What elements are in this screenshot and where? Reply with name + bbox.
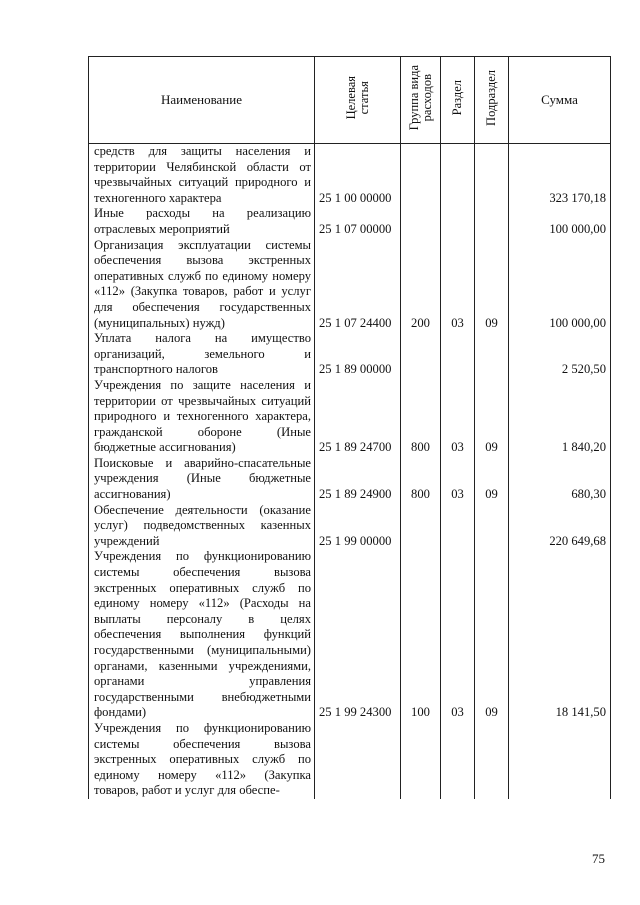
table-row (89, 331, 611, 378)
row-section: 03 (441, 378, 475, 456)
row-subsection: 09 (475, 549, 509, 721)
row-sum: 220 649,68 (509, 503, 611, 550)
table-row (89, 721, 611, 799)
row-group (401, 331, 441, 378)
table-header (89, 57, 611, 144)
header-sum: Сумма (509, 57, 611, 144)
row-group: 800 (401, 378, 441, 456)
row-subsection (475, 206, 509, 237)
row-section (441, 721, 475, 799)
table-row (89, 238, 611, 332)
row-code: 25 1 07 00000 (315, 206, 401, 237)
row-name: средств для защиты населения и территории Челябинской области от чрезвычайных ситуаций природного и техногенного характера (89, 144, 315, 207)
page-number: 75 (592, 851, 605, 866)
row-name: Иные расходы на реализацию отраслевых мероприятий (89, 206, 315, 237)
row-subsection (475, 503, 509, 550)
header-subsection-label: Подраздел (484, 70, 498, 126)
row-section: 03 (441, 549, 475, 721)
row-subsection (475, 721, 509, 799)
row-sum: 680,30 (509, 456, 611, 503)
row-sum: 323 170,18 (509, 144, 611, 207)
row-group (401, 144, 441, 207)
row-name: Организация эксплуатации системы обеспечения вызова экстренных оперативных служб по единому номеру «112» (Закупка товаров, работ и услуг для обеспечения государственных (муниципальных) нужд) (89, 238, 315, 332)
row-subsection: 09 (475, 378, 509, 456)
row-sum: 100 000,00 (509, 206, 611, 237)
row-name: Поисковые и аварийно-спасательные учреждения (Иные бюджетные ассигнования) (89, 456, 315, 503)
row-group: 200 (401, 238, 441, 332)
header-name: Наименование (89, 57, 315, 144)
row-section (441, 503, 475, 550)
table-row (89, 549, 611, 721)
row-code (315, 721, 401, 799)
row-name: Учреждения по защите населения и территории от чрезвычайных ситуаций природного и техногенного характера, гражданской обороне (Иные бюджетные ассигнования) (89, 378, 315, 456)
row-section (441, 206, 475, 237)
header-group (401, 57, 441, 144)
row-group (401, 721, 441, 799)
row-name: Учреждения по функционированию системы обеспечения вызова экстренных оперативных служб по единому номеру «112» (Закупка товаров, работ и услуг для обеспе- (89, 721, 315, 799)
header-code-label: Целевая статья (343, 76, 371, 120)
row-subsection (475, 144, 509, 207)
row-sum (509, 721, 611, 799)
header-subsection (475, 57, 509, 144)
row-code: 25 1 99 24300 (315, 549, 401, 721)
row-section (441, 144, 475, 207)
table-row (89, 206, 611, 237)
header-section (441, 57, 475, 144)
table-row (89, 503, 611, 550)
row-name: Обеспечение деятельности (оказание услуг) подведомственных казенных учреждений (89, 503, 315, 550)
header-group-label: Группа вида расходов (406, 65, 434, 131)
row-code: 25 1 99 00000 (315, 503, 401, 550)
row-section: 03 (441, 238, 475, 332)
row-code: 25 1 07 24400 (315, 238, 401, 332)
table-body (89, 144, 611, 799)
row-group: 800 (401, 456, 441, 503)
row-sum: 18 141,50 (509, 549, 611, 721)
row-section: 03 (441, 456, 475, 503)
row-group (401, 206, 441, 237)
header-code (315, 57, 401, 144)
row-subsection: 09 (475, 238, 509, 332)
row-code: 25 1 89 24700 (315, 378, 401, 456)
table-row (89, 378, 611, 456)
row-sum: 100 000,00 (509, 238, 611, 332)
row-name: Уплата налога на имущество организаций, земельного и транспортного налогов (89, 331, 315, 378)
row-subsection: 09 (475, 456, 509, 503)
budget-table (88, 56, 611, 799)
row-sum: 2 520,50 (509, 331, 611, 378)
row-sum: 1 840,20 (509, 378, 611, 456)
row-group (401, 503, 441, 550)
row-subsection (475, 331, 509, 378)
header-section-label: Раздел (450, 80, 464, 116)
row-name: Учреждения по функционированию системы обеспечения вызова экстренных оперативных служб по единому номеру «112» (Расходы на выплаты персоналу в целях обеспечения выполнения функций государственными (муниципальными) органами, казенными учреждениями, органами управления государственными внебюджетными фондами) (89, 549, 315, 721)
row-code: 25 1 89 24900 (315, 456, 401, 503)
row-code: 25 1 00 00000 (315, 144, 401, 207)
row-code: 25 1 89 00000 (315, 331, 401, 378)
row-section (441, 331, 475, 378)
table-row (89, 456, 611, 503)
row-group: 100 (401, 549, 441, 721)
table-row (89, 144, 611, 207)
